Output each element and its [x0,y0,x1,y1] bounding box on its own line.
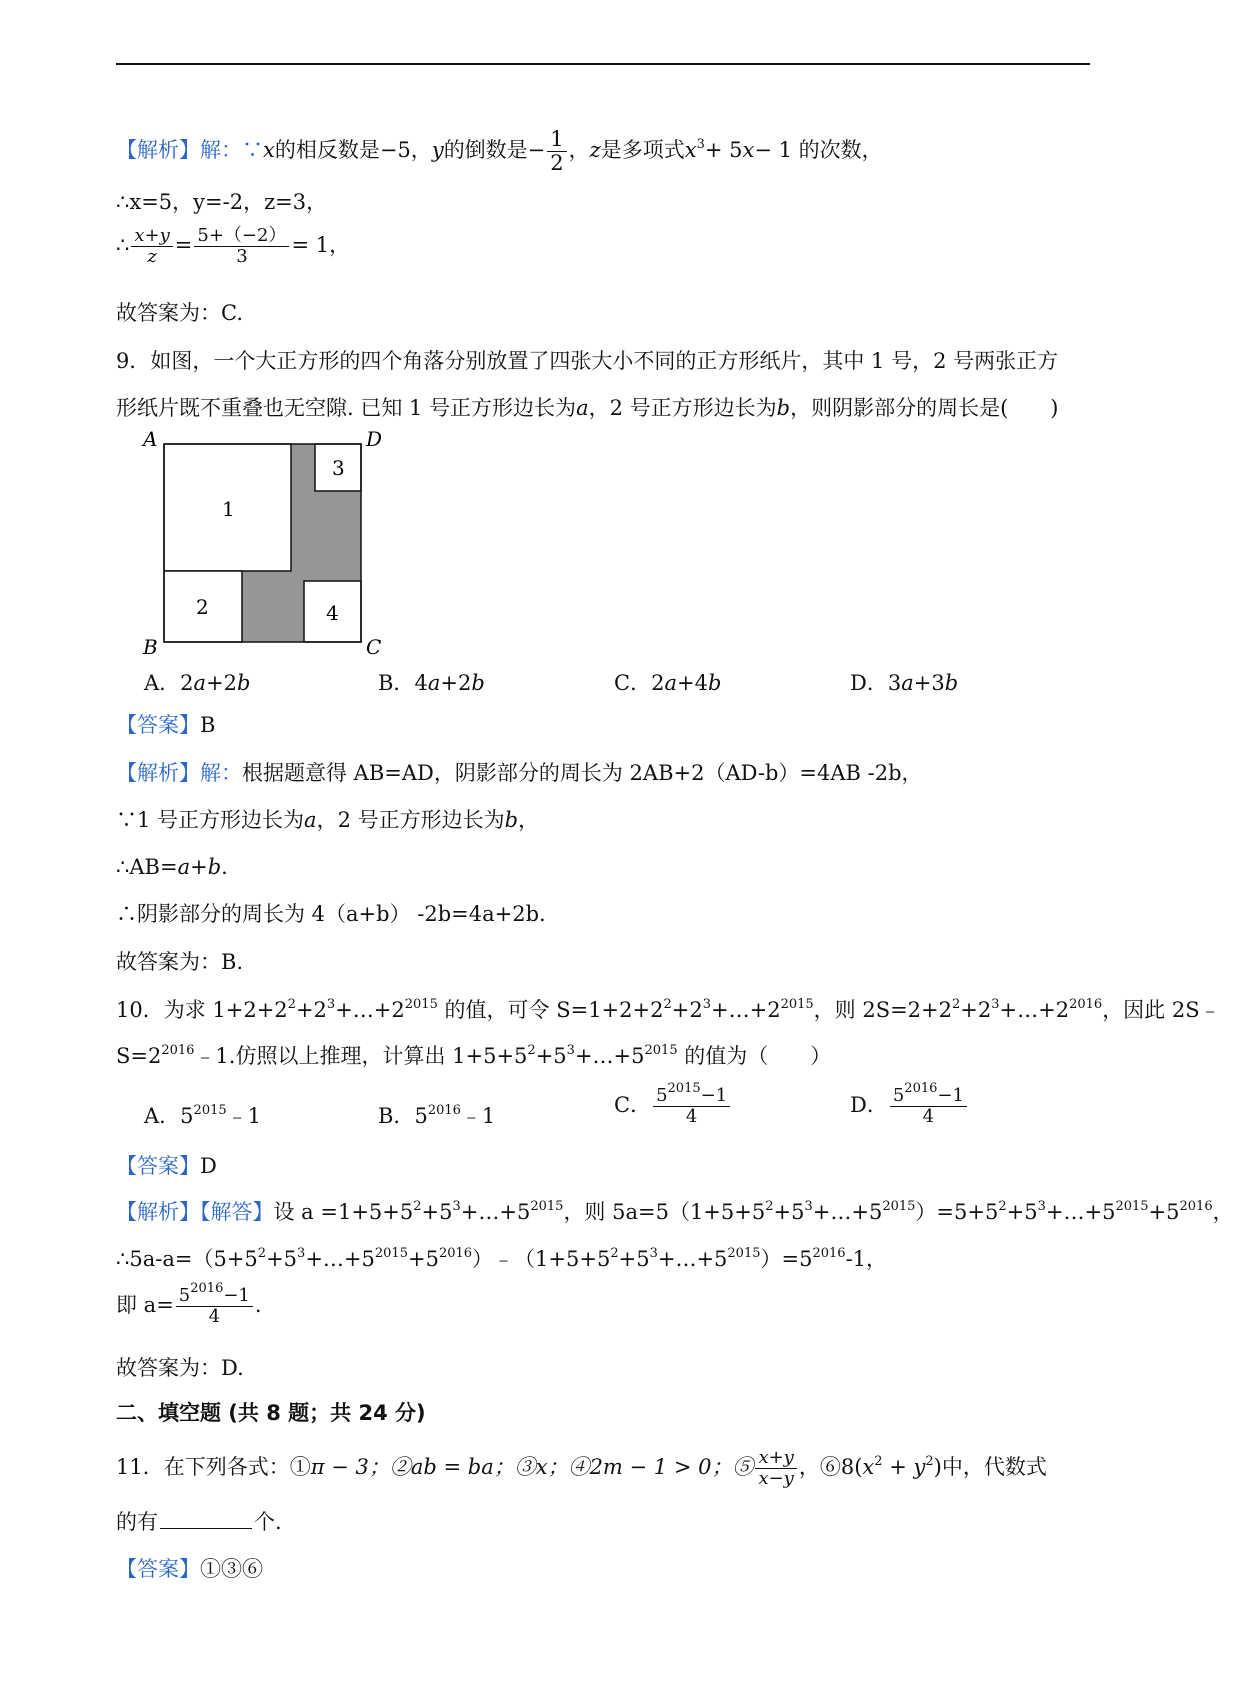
q10-analysis-line-3: 即 a= $\frac{5^{2016}-1}{4}$ . [116,1281,262,1327]
analysis-label: 【解析】 [116,761,200,785]
q10-analysis-line-2: $\therefore 5a-a=(5+5^2+5^3+\dots+5^{2015}+5^{2016})﹣(1+5+5^2+5^3+\dots+5^{2015})=5^{2016}-1$， [116,1246,888,1271]
q10-option-c: C． $\frac{5^{2015}-1}{4}$ [614,1086,732,1127]
q10-option-a: A．$5^{2015}﹣1$ [144,1103,262,1128]
answer-label: 【答案】 [116,713,200,737]
q9-option-b: B．4a+2b [378,671,485,695]
q10-option-b: B．$5^{2016}﹣1$ [378,1103,496,1128]
q9-analysis-line-4: ∴阴影部分的周长为 4（a+b） -2b=4a+2b. [116,902,546,926]
answer-label: 【答案】 [116,1557,200,1581]
q9-square-figure [140,427,383,659]
fraction-x-plus-y-over-x-minus-y: $\frac{x+y}{x-y}$ [755,1448,796,1489]
square-1-label: 1 [222,497,235,521]
square-3-label: 3 [332,456,345,480]
q9-stem-line-2: 形纸片既不重叠也无空隙. 已知 1 号正方形边长为a，2 号正方形边长为b，则阴影部分的周长是( ) [116,396,1059,420]
q10-option-d: D． $\frac{5^{2016}-1}{4}$ [850,1086,969,1127]
q9-stem-line-1: 9．如图，一个大正方形的四个角落分别放置了四张大小不同的正方形纸片，其中 1 号，2 号两张正方 [116,349,1059,373]
q8-conclusion: 故答案为：C. [116,301,243,325]
q9-answer: 【答案】B [116,713,216,737]
header-rule [116,63,1090,65]
fraction-result: $\frac{5^{2016}-1}{4}$ [176,1286,253,1327]
fraction-x-plus-y-over-z: $\frac{x+y}{z}$ [131,226,172,267]
q8-analysis-line-3: ∴ $\frac{x+y}{z}$ = $\frac{5+(-2)}{3}$ = 1， [116,225,351,267]
corner-label-c: C [366,635,382,659]
q9-option-c: C．2a+4b [614,671,722,695]
q10-answer: 【答案】D [116,1154,217,1178]
q10-conclusion: 故答案为：D. [116,1356,244,1380]
square-4-label: 4 [326,601,339,625]
q8-analysis-line-2: ∴x=5，y=-2，z=3， [116,190,328,214]
q11-answer: 【答案】①③⑥ [116,1557,263,1581]
q8-analysis-line-1: 【解析】解：∵x的相反数是−5，y的倒数是− $\frac{1}{2}$ ，z是多项式$x^3+ 5x- 1$ 的次数， [116,127,883,176]
q10-analysis-line-1: 【解析】【解答】设 $a =1+5+5^2+5^3+\dots+5^{2015}$，则 $5a=5(1+5+5^2+5^3+\dots+5^{2015})=5+5^2+5^3+\dots+5^{2015}+5^{2016}$， [116,1199,1234,1224]
q11-stem-line-1: 11．在下列各式：①π − 3；②ab = ba；③x；④2m − 1 > 0；⑤ $\frac{x+y}{x-y}$ ，$⑥8(x^2 + y^2)$中，代数式 [116,1447,1047,1489]
corner-label-a: A [143,427,158,451]
q10-stem-line-1: 10．为求 $1+2+2^2+2^3+\dots+2^{2015}$ 的值，可令 $S=1+2+2^2+2^3+\dots+2^{2015}$，则 $2S=2+2^2+2^3+\dots+2^{2016}$，因此 2S﹣ [116,997,1221,1022]
q9-analysis-line-2: ∵1 号正方形边长为a，2 号正方形边长为b， [116,808,540,832]
analysis-label: 【解析】 [116,1200,200,1224]
fraction-numeric: $\frac{5+(-2)}{3}$ [194,226,289,267]
q10-stem-line-2: $S=2^{2016}﹣1$.仿照以上推理，计算出 $1+5+5^2+5^3+\dots+5^{2015}$ 的值为（ ） [116,1043,832,1068]
q9-conclusion: 故答案为：B. [116,950,244,974]
q9-analysis-line-1: 【解析】解：根据题意得 AB=AD，阴影部分的周长为 2AB+2（AD-b）=4AB -2b， [116,761,923,785]
section-heading-fill-in: 二、填空题 (共 8 题；共 24 分) [116,1401,426,1425]
q9-analysis-line-3: ∴AB=a+b. [116,855,228,879]
q9-option-a: A．2a+2b [144,671,251,695]
answer-blank [160,1528,252,1529]
q9-option-d: D．3a+3b [850,671,959,695]
answer-label: 【答案】 [116,1154,200,1178]
q11-stem-line-2: 的有 个. [116,1510,282,1534]
corner-label-b: B [143,635,158,659]
corner-label-d: D [366,427,383,451]
analysis-label: 【解析】 [116,138,200,163]
fraction-one-half: $\frac{1}{2}$ [547,128,566,175]
square-2-label: 2 [196,595,209,619]
